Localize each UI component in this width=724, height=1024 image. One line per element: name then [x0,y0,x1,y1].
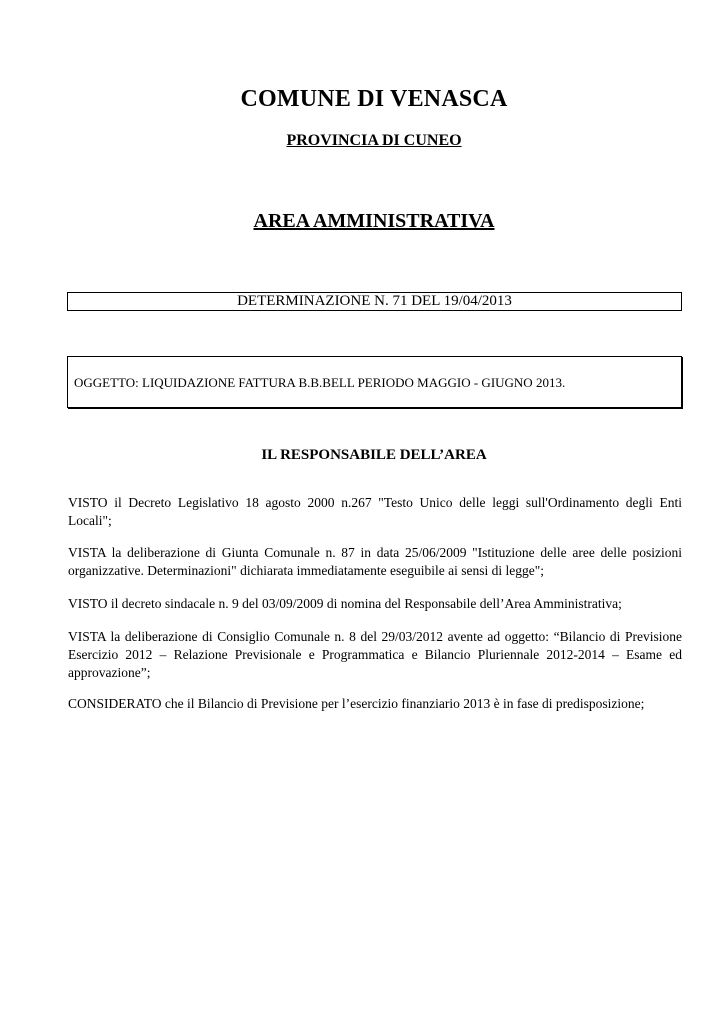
paragraph-visto-decreto: VISTO il Decreto Legislativo 18 agosto 2000 n.267 "Testo Unico delle leggi sull'Ordinamento degli Enti Locali"; [68,495,682,528]
paragraph-vista-giunta: VISTA la deliberazione di Giunta Comunale n. 87 in data 25/06/2009 "Istituzione delle aree delle posizioni organizzative. Determinazioni" dichiarata immediatamente eseguibile ai sensi di legge"; [68,545,682,578]
determination-box [67,292,682,311]
document-title: COMUNE DI VENASCA [240,86,508,112]
subject-box [67,356,682,408]
paragraph-considerato: CONSIDERATO che il Bilancio di Previsione per l’esercizio finanziario 2013 è in fase di predisposizione; [68,696,645,711]
paragraph-vista-consiglio: VISTA la deliberazione di Consiglio Comunale n. 8 del 29/03/2012 avente ad oggetto: “Bilancio di Previsione Esercizio 2012 – Relazione Previsionale e Programmatica e Bilancio Pluriennale 2012-2014 – Esame ed approvazione”; [68,629,682,680]
paragraph-visto-sindacale: VISTO il decreto sindacale n. 9 del 03/09/2009 di nomina del Responsabile dell’Area Amministrativa; [68,596,622,611]
area-heading: AREA AMMINISTRATIVA [253,210,495,232]
responsible-heading: IL RESPONSABILE DELL’AREA [261,447,487,463]
province-heading: PROVINCIA DI CUNEO [286,132,462,149]
determination-label: DETERMINAZIONE N. 71 DEL 19/04/2013 [237,293,512,309]
subject-label: OGGETTO: LIQUIDAZIONE FATTURA B.B.BELL PERIODO MAGGIO - GIUGNO 2013. [74,375,566,390]
